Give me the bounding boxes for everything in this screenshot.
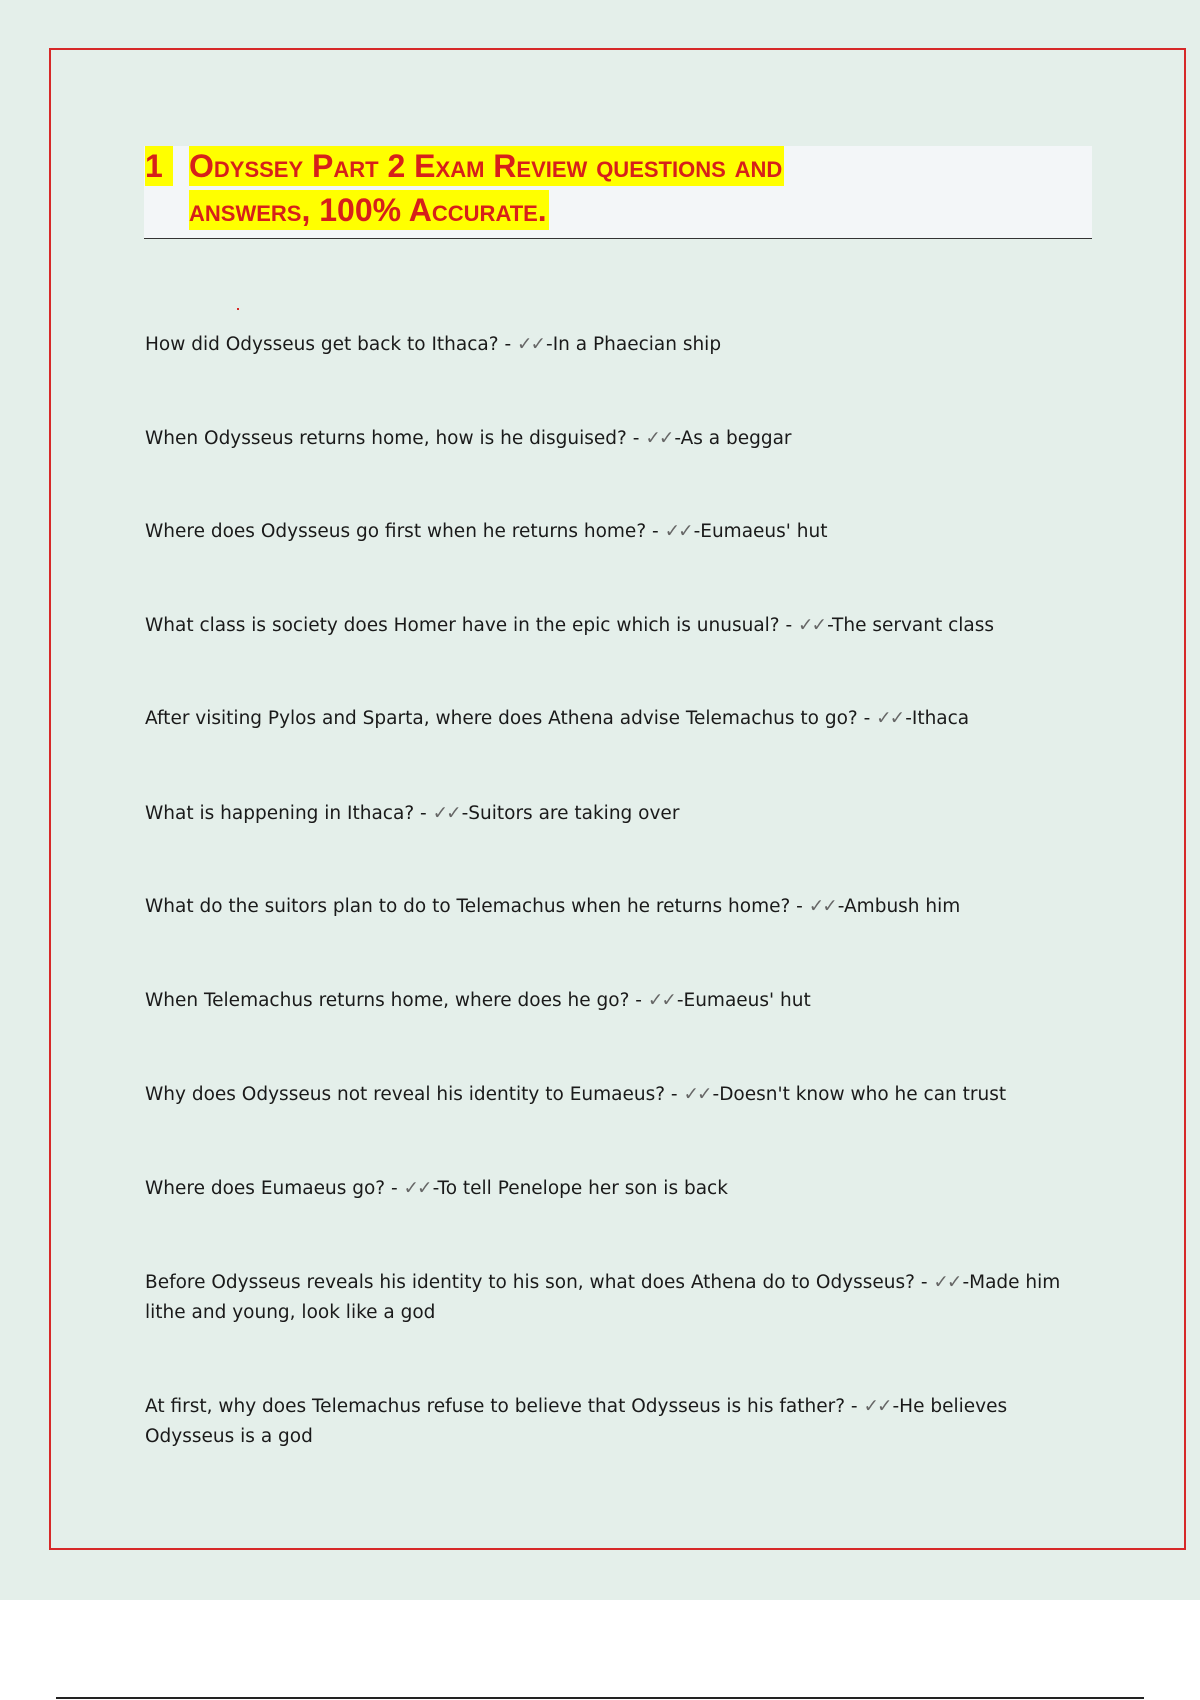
question-text: At first, why does Telemachus refuse to believe that Odysseus is his father? -: [145, 1396, 864, 1417]
stray-mark: [237, 308, 239, 310]
question-text: Why does Odysseus not reveal his identity to Eumaeus? -: [145, 1084, 684, 1105]
question-text: When Telemachus returns home, where does he go? -: [145, 990, 648, 1011]
answer-text: -Made him lithe and young, look like a god: [145, 1272, 1061, 1323]
qa-item: [145, 424, 1095, 454]
question-text: Before Odysseus reveals his identity to his son, what does Athena do to Odysseus? -: [145, 1272, 934, 1293]
qa-item: [145, 1268, 1095, 1328]
qa-item: [145, 517, 1095, 547]
answer-text: -The servant class: [827, 615, 995, 636]
double-check-icon: ✓✓: [933, 1272, 961, 1293]
qa-item: [145, 1392, 1095, 1452]
footer-rule: [56, 1697, 1144, 1699]
qa-item: [145, 704, 1095, 734]
qa-item: [145, 1080, 1095, 1110]
answer-text: -Doesn't know who he can trust: [712, 1084, 1007, 1105]
answer-text: -As a beggar: [674, 428, 792, 449]
answer-text: -In a Phaecian ship: [546, 334, 722, 355]
answer-text: -Eumaeus' hut: [693, 521, 828, 542]
answer-text: -He believes Odysseus is a god: [145, 1396, 1008, 1447]
double-check-icon: ✓✓: [808, 896, 836, 917]
question-text: What class is society does Homer have in the epic which is unusual? -: [145, 615, 799, 636]
qa-item: [145, 892, 1095, 922]
answer-text: -Ithaca: [905, 708, 970, 729]
heading-number: 1: [145, 146, 173, 186]
answer-text: -To tell Penelope her son is back: [432, 1178, 728, 1199]
double-check-icon: ✓✓: [798, 615, 826, 636]
question-text: What is happening in Ithaca? -: [145, 803, 433, 824]
question-text: When Odysseus returns home, how is he disguised? -: [145, 428, 646, 449]
question-text: How did Odysseus get back to Ithaca? -: [145, 334, 517, 355]
double-check-icon: ✓✓: [664, 521, 692, 542]
double-check-icon: ✓✓: [517, 334, 545, 355]
heading-line-2: answers, 100% Accurate.: [189, 192, 547, 228]
answer-text: -Eumaeus' hut: [676, 990, 811, 1011]
question-text: Where does Eumaeus go? -: [145, 1178, 404, 1199]
answer-text: -Suitors are taking over: [461, 803, 680, 824]
double-check-icon: ✓✓: [645, 428, 673, 449]
double-check-icon: ✓✓: [647, 990, 675, 1011]
double-check-icon: ✓✓: [683, 1084, 711, 1105]
question-text: What do the suitors plan to do to Telemachus when he returns home? -: [145, 896, 809, 917]
double-check-icon: ✓✓: [863, 1396, 891, 1417]
qa-item: [145, 1174, 1095, 1204]
double-check-icon: ✓✓: [876, 708, 904, 729]
qa-item: [145, 611, 1095, 641]
question-text: After visiting Pylos and Sparta, where does Athena advise Telemachus to go? -: [145, 708, 877, 729]
qa-item: [145, 799, 1095, 829]
heading-line-1: Odyssey Part 2 Exam Review questions and: [189, 148, 783, 184]
qa-item: [145, 986, 1095, 1016]
double-check-icon: ✓✓: [432, 803, 460, 824]
question-text: Where does Odysseus go first when he returns home? -: [145, 521, 665, 542]
double-check-icon: ✓✓: [403, 1178, 431, 1199]
document-heading: [144, 146, 1092, 239]
answer-text: -Ambush him: [837, 896, 961, 917]
qa-item: [145, 330, 1095, 360]
